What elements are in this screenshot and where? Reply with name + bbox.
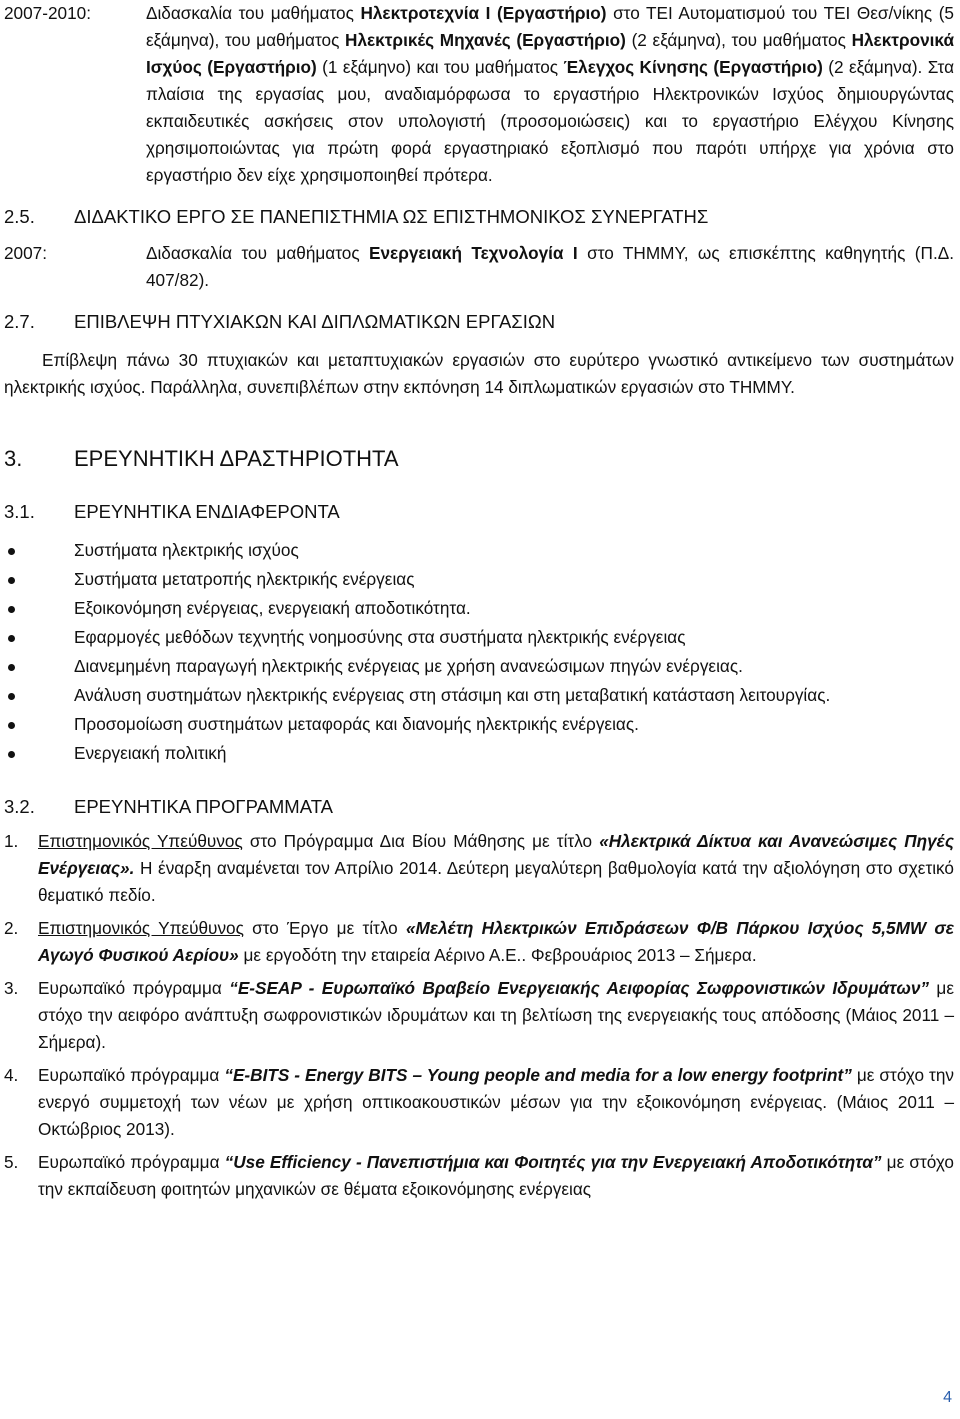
list-item: Διανεμημένη παραγωγή ηλεκτρικής ενέργειας με χρήση ανανεώσιμων πηγών ενέργειας. — [4, 653, 954, 680]
project-item: 5. Ευρωπαϊκό πρόγραμμα “Use Efficiency - Πανεπιστήμια και Φοιτητές για την Ενεργειακή Αποδοτικότητα” με στόχο την εκπαίδευση φοιτητών μηχανικών σε θέματα εξοικονόμησης ενέργειας — [4, 1152, 954, 1199]
list-item: Εξοικονόμηση ενέργειας, ενεργειακή αποδοτικότητα. — [4, 595, 954, 622]
document-page — [4, 0, 954, 1209]
bullet-icon — [8, 751, 15, 758]
section-heading-3: 3. ΕΡΕΥΝΗΤΙΚΗ ΔΡΑΣΤΗΡΙΟΤΗΤΑ — [4, 446, 399, 471]
teaching-entry-2007 — [4, 240, 954, 294]
section-title: ΕΡΕΥΝΗΤΙΚΑ ΠΡΟΓΡΑΜΜΑΤΑ — [74, 796, 333, 817]
list-item: Προσομοίωση συστημάτων μεταφοράς και διανομής ηλεκτρικής ενέργειας. — [4, 711, 954, 738]
section-title: ΕΡΕΥΝΗΤΙΚΑ ΕΝΔΙΑΦΕΡΟΝΤΑ — [74, 501, 340, 522]
bullet-icon — [8, 693, 15, 700]
section-heading-3-1: 3.1. ΕΡΕΥΝΗΤΙΚΑ ΕΝΔΙΑΦΕΡΟΝΤΑ — [4, 498, 954, 525]
supervision-paragraph: Επίβλεψη πάνω 30 πτυχιακών και μεταπτυχιακών εργασιών στο ευρύτερο γνωστικό αντικείμενο των συστημάτων ηλεκτρικής ισχύος. Παράλληλα, συνεπιβλέπων στην εκπόνηση 14 διπλωματικών εργασιών στο ΤΗΜΜΥ. — [4, 350, 954, 397]
section-heading-3-2: 3.2. ΕΡΕΥΝΗΤΙΚΑ ΠΡΟΓΡΑΜΜΑΤΑ — [4, 793, 954, 820]
bullet-icon — [8, 664, 15, 671]
project-item: 1. Επιστημονικός Υπεύθυνος στο Πρόγραμμα Δια Βίου Μάθησης με τίτλο «Ηλεκτρικά Δίκτυα και Ανανεώσιμες Πηγές Ενέργειας». Η έναρξη αναμένεται τον Απρίλιο 2014. Δεύτερη μεγαλύτερη βαθμολογία κατά την αξιολόγηση στο σχετικό θεματικό πεδίο. — [4, 831, 955, 905]
project-item: 3. Ευρωπαϊκό πρόγραμμα “E-SEAP - Ευρωπαϊκό Βραβείο Ενεργειακής Αειφορίας Σωφρονιστικών Ιδρυμάτων” με στόχο την αειφόρο ανάπτυξη σωφρονιστικών ιδρυμάτων και τη βελτίωση της ενεργειακής τους απόδοσης (Μάιος 2011 – Σήμερα). — [4, 978, 954, 1052]
research-interests-list — [4, 537, 954, 767]
entry-date: 2007: — [4, 243, 48, 263]
research-projects-list — [4, 828, 954, 1203]
list-item: Συστήματα μετατροπής ηλεκτρικής ενέργειας — [4, 566, 954, 593]
section-title: ΔΙΔΑΚΤΙΚΟ ΕΡΓΟ ΣΕ ΠΑΝΕΠΙΣΤΗΜΙΑ ΩΣ ΕΠΙΣΤΗΜΟΝΙΚΟΣ ΣΥΝΕΡΓΑΤΗΣ — [74, 206, 709, 227]
bullet-icon — [8, 548, 15, 555]
list-item: Εφαρμογές μεθόδων τεχνητής νοημοσύνης στα συστήματα ηλεκτρικής ενέργειας — [4, 624, 954, 651]
list-item: Ανάλυση συστημάτων ηλεκτρικής ενέργειας στη στάσιμη και στη μεταβατική κατάσταση λειτουργίας. — [4, 682, 954, 709]
section-heading-2-7: 2.7. ΕΠΙΒΛΕΨΗ ΠΤΥΧΙΑΚΩΝ ΚΑΙ ΔΙΠΛΩΜΑΤΙΚΩΝ ΕΡΓΑΣΙΩΝ — [4, 308, 954, 335]
project-item: 4. Ευρωπαϊκό πρόγραμμα “E-BITS - Energy BITS – Young people and media for a low energy footprint” με στόχο την ενεργό συμμετοχή των νέων με χρήση οπτικοακουστικών μέσων για την εξοικονόμηση ενέργειας. (Μάιος 2011 – Οκτώβριος 2013). — [4, 1065, 954, 1139]
section-title: ΕΡΕΥΝΗΤΙΚΗ ΔΡΑΣΤΗΡΙΟΤΗΤΑ — [74, 446, 399, 471]
entry-text: Διδασκαλία του μαθήματος Ηλεκτροτεχνία Ι (Εργαστήριο) στο ΤΕΙ Αυτοματισμού του ΤΕΙ Θεσ/νίκης (5 εξάμηνα), του μαθήματος Ηλεκτρικές Μηχανές (Εργαστήριο) (2 εξάμηνα), του μαθήματος Ηλεκτρονικά Ισχύος (Εργαστήριο) (1 εξάμηνο) και του μαθήματος Έλεγχος Κίνησης (Εργαστήριο) (2 εξάμηνα). Στα πλαίσια της εργασίας μου, αναδιαμόρφωσα το εργαστήριο Ηλεκτρονικών Ισχύος δημιουργώντας εκπαιδευτικές ασκήσεις στον υπολογιστή (προσομοιώσεις) και το εργαστήριο Ελέγχου Κίνησης χρησιμοποιώντας για πρώτη φορά εργαστηριακό εξοπλισμό που παρότι υπήρχε για χρόνια στο εργαστήριο δεν είχε χρησιμοποιηθεί πρότερα. — [146, 3, 955, 185]
bullet-icon — [8, 606, 15, 613]
entry-date: 2007-2010: — [4, 3, 91, 23]
bullet-icon — [8, 577, 15, 584]
teaching-entry-2007-2010 — [4, 0, 954, 189]
project-item: 2. Επιστημονικός Υπεύθυνος στο Έργο με τίτλο «Μελέτη Ηλεκτρικών Επιδράσεων Φ/Β Πάρκου Ισχύος 5,5MW σε Αγωγό Φυσικού Αερίου» με εργοδότη την εταιρεία Αέρινο Α.Ε.. Φεβρουάριος 2013 – Σήμερα. — [4, 918, 954, 965]
bullet-icon — [8, 635, 15, 642]
list-item: Συστήματα ηλεκτρικής ισχύος — [4, 537, 954, 564]
list-item: Ενεργειακή πολιτική — [4, 740, 954, 767]
bullet-icon — [8, 722, 15, 729]
section-heading-2-5: 2.5. ΔΙΔΑΚΤΙΚΟ ΕΡΓΟ ΣΕ ΠΑΝΕΠΙΣΤΗΜΙΑ ΩΣ ΕΠΙΣΤΗΜΟΝΙΚΟΣ ΣΥΝΕΡΓΑΤΗΣ — [4, 203, 954, 230]
section-title: ΕΠΙΒΛΕΨΗ ΠΤΥΧΙΑΚΩΝ ΚΑΙ ΔΙΠΛΩΜΑΤΙΚΩΝ ΕΡΓΑΣΙΩΝ — [74, 311, 556, 332]
page-number: 4 — [943, 1389, 952, 1406]
entry-text: Διδασκαλία του μαθήματος Ενεργειακή Τεχνολογία Ι στο ΤΗΜΜΥ, ως επισκέπτης καθηγητής (Π.Δ. 407/82). — [146, 243, 954, 290]
